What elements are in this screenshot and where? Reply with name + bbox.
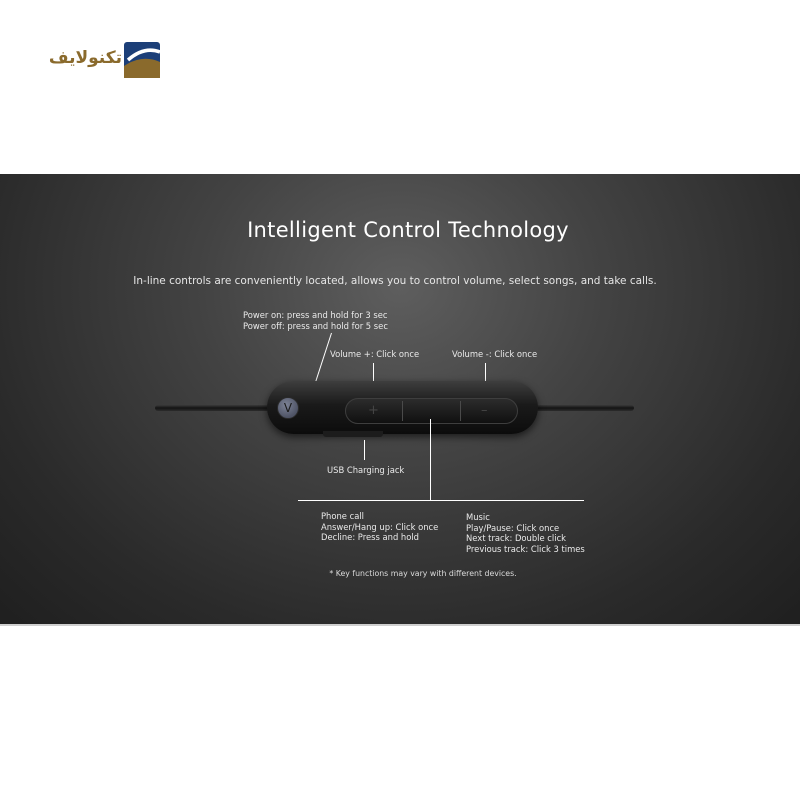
volume-minus-icon[interactable]: – — [481, 403, 488, 418]
disclaimer-note: * Key functions may vary with different devices. — [329, 569, 517, 578]
multifunction-pointer-line — [430, 419, 431, 500]
answer-hangup-text: Answer/Hang up: Click once — [321, 521, 439, 532]
power-label — [243, 310, 388, 331]
multifunction-horizontal-line — [298, 500, 584, 501]
decline-text: Decline: Press and hold — [321, 532, 420, 542]
banner-title: Intelligent Control Technology — [247, 218, 569, 242]
brand-logo[interactable] — [36, 36, 166, 82]
volume-up-label: Volume +: Click once — [330, 349, 420, 359]
power-button[interactable]: V — [277, 397, 299, 419]
banner-subtitle: In-line controls are conveniently located, allows you to control volume, select songs, and take calls. — [133, 275, 657, 287]
brand-name: تکنولایف — [48, 48, 122, 68]
music-heading: Music — [466, 512, 490, 522]
usb-label: USB Charging jack — [327, 465, 405, 475]
left-cable — [155, 405, 273, 411]
rocker-divider — [402, 401, 403, 421]
next-track-text: Next track: Double click — [466, 533, 567, 543]
power-on-text: Power on: press and hold for 3 sec — [243, 310, 388, 320]
technolife-logo-icon — [122, 40, 162, 80]
rocker-divider — [460, 401, 461, 421]
music-block — [466, 512, 585, 554]
usb-pointer-line — [364, 440, 365, 460]
volume-down-label: Volume -: Click once — [452, 349, 538, 359]
right-cable — [534, 405, 634, 411]
play-pause-text: Play/Pause: Click once — [466, 522, 560, 533]
usb-port[interactable] — [323, 431, 383, 437]
phone-call-block — [321, 511, 438, 543]
previous-track-text: Previous track: Click 3 times — [466, 543, 585, 554]
volume-plus-icon[interactable]: + — [368, 403, 379, 418]
phone-call-heading: Phone call — [321, 511, 364, 521]
banner-bottom-divider — [0, 624, 800, 626]
volume-rocker[interactable] — [345, 398, 518, 424]
power-off-text: Power off: press and hold for 5 sec — [243, 320, 388, 331]
inline-remote-controller — [267, 381, 538, 434]
product-feature-banner — [0, 174, 800, 626]
